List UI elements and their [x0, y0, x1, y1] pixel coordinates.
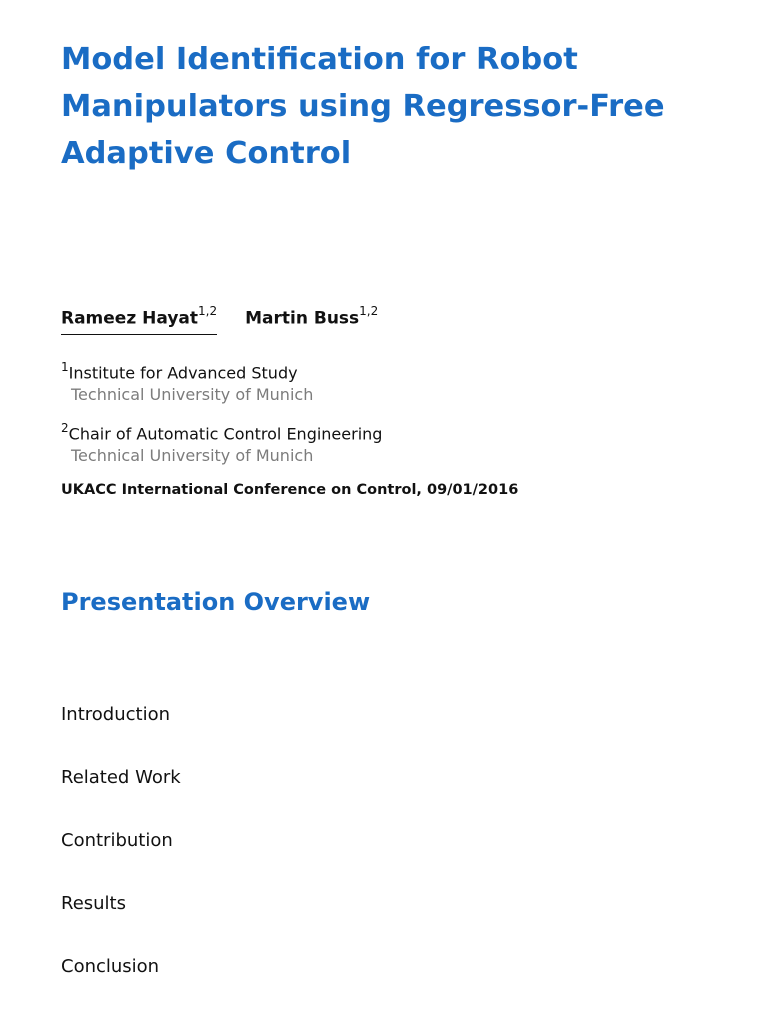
title-line: Model Identification for Robot: [61, 42, 578, 77]
affiliation-1: [61, 357, 313, 406]
overview-item: Conclusion: [61, 956, 160, 977]
author-list: [61, 306, 378, 335]
author-name: Martin Buss: [245, 308, 360, 329]
affiliation-number: 2: [61, 421, 69, 435]
affiliation-name: [61, 357, 313, 384]
author-presenter: [61, 306, 217, 335]
overview-item: Related Work: [61, 767, 181, 788]
presentation-title: [61, 36, 741, 177]
overview-item: Results: [61, 893, 126, 914]
affiliation-institute: Chair of Automatic Control Engineering: [68, 424, 383, 444]
author-affiliation-marks: 1,2: [359, 304, 379, 318]
affiliation-name: [61, 418, 382, 445]
overview-heading: Presentation Overview: [61, 588, 371, 616]
title-line: Manipulators using Regressor-Free: [61, 89, 665, 124]
overview-item: Introduction: [61, 704, 171, 725]
affiliation-university: Technical University of Munich: [71, 385, 314, 405]
affiliation-2: [61, 418, 382, 467]
author-name: Rameez Hayat: [61, 308, 199, 329]
overview-list: [61, 700, 181, 1015]
affiliation-number: 1: [61, 360, 69, 374]
conference-info: UKACC International Conference on Control, 09/01/2016: [61, 482, 519, 498]
affiliation-university: Technical University of Munich: [71, 446, 314, 466]
affiliation-institute: Institute for Advanced Study: [68, 363, 298, 383]
author-affiliation-marks: 1,2: [198, 304, 218, 318]
title-line: Adaptive Control: [61, 136, 352, 171]
author-coauthor: [245, 306, 378, 329]
overview-item: Contribution: [61, 830, 173, 851]
